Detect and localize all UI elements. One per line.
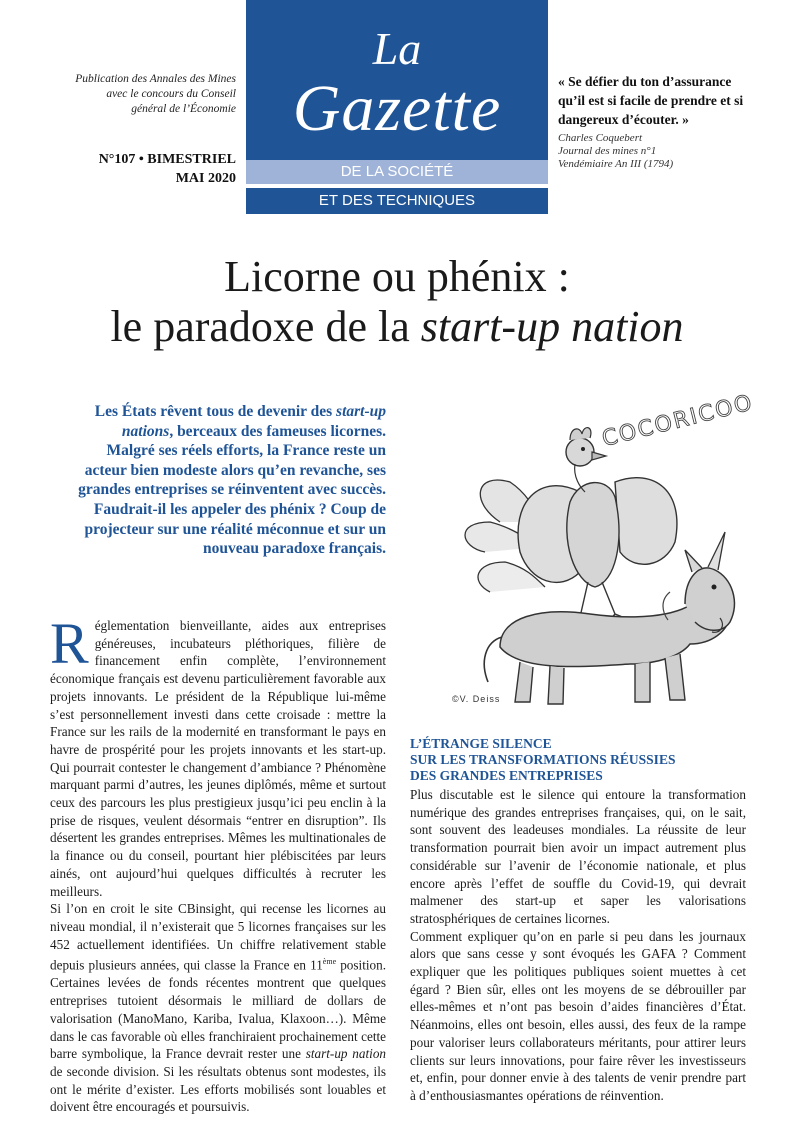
section-heading-line: L’ÉTRANGE SILENCE [410, 736, 552, 751]
intro-lead [70, 402, 386, 559]
masthead-subtitle-2: ET DES TECHNIQUES [246, 188, 548, 214]
paragraph-text: de seconde division. Si les résultats obtenus sont modestes, ils ont le mérite d’exister. Les efforts mobilisés sont louables et doivent être encouragés et poursuivis. [50, 1063, 386, 1115]
page-title [0, 252, 794, 352]
issue-date: MAI 2020 [175, 171, 236, 186]
publication-info [40, 72, 236, 117]
section-heading-line: SUR LES TRANSFORMATIONS RÉUSSIES [410, 752, 676, 767]
paragraph-text: Si l’on en croit le site CBinsight, qui recense les licornes au niveau mondial, il n’existerait que 5 licornes françaises sur les 452 actuellement identifiées. Un chiffre relativement stable depuis plusieurs années, qui classe la France en 11 [50, 901, 386, 973]
article-paragraph: Comment expliquer qu’on en parle si peu dans les journaux alors que sans cesse y sont évoqués les GAFA ? Comment expliquer que les politiques publiques soient muettes à cet égard ? Bien sûr, elles ont les moyens de se débrouiller par elles-mêmes et n’ont pas besoin d’aides financières d’État. Néanmoins, elles ont besoin, elles aussi, des feux de la rampe pour valoriser leurs collaborateurs méritants, pour attirer leurs clients sur leurs innovations, pour faire rêver les investisseurs et, enfin, pour donner envie à des talents de venir prendre part à d’enthousiasmantes opérations de réinvention. [410, 928, 746, 1103]
masthead-la: La [372, 23, 422, 74]
section-heading-line: DES GRANDES ENTREPRISES [410, 768, 603, 783]
illustration-credit: ©V. Deiss [452, 694, 501, 704]
paragraph-text: églementation bienveillante, aides aux entreprises généreuses, incubateurs pléthoriques, filière de financement enfin complète, l’environnement économique français est devenu particulièrement favorable aux projets innovants. Le président de la République lui-même s’est personnellement investi dans cette croisade : mettre la France sur les rails de la modernité en transformant le pays en havre de prospérité pour les projets innovants et les start-up. Qui pourrait contester le changement d’ambiance ? Phénomène marquant parmi d’autres, les jeunes diplômés, même et surtout ceux des parcours les plus prestigieux jusqu’ici peu enclin à la prise de risques, veulent désormais “entrer en disruption”. Ils désertent les grandes entreprises. Mêmes les multinationales de la finance ou du conseil, pourtant hier plébiscitées par leurs ainés, ont aujourd’hui quelques difficultés à recruter les meilleurs. [50, 618, 386, 899]
article-left-column [50, 611, 387, 1116]
section-heading [410, 736, 746, 784]
paragraph-text: position. Certaines levées de fonds récentes montrent que quelques entreprises tutoient désormais le milliard de dollars de valorisation (ManoMano, Kariba, Ivalua, Klaxoon…). Même dans le cas favorable où elles franchiraient prochainement cette barre symbolique, la France devrait rester une [50, 957, 387, 1062]
illustration-speech: COCORICOO [599, 390, 757, 453]
intro-part-2: , berceaux des fameuses licornes. Malgré ses réels efforts, la France reste un acteur bien modeste alors qu’en revanche, ses grandes entreprises se réinventent avec succès. Faudrait-il les appeler des phénix ? Coup de projecteur sur une réalité méconnue et sur un nouveau paradoxe français. [78, 422, 386, 558]
paragraph-italic: start-up nation [305, 1046, 387, 1062]
article-paragraph: Plus discutable est le silence qui entoure la transformation numérique des grandes entreprises françaises, qui, on le sait, sont souvent des leadeuses mondiales. La réussite de leur transformation pourrait bien avoir un impact autrement plus considérable sur l’avenir de l’économie nationale, et plus encore après l’effet de souffle du Covid-19, qui devrait malmener des start-up et saper les valorisations stratosphériques de certaines licornes. [410, 787, 746, 926]
masthead [246, 0, 548, 160]
publication-line: général de l’Économie [131, 103, 236, 115]
masthead-subtitle-1: DE LA SOCIÉTÉ [246, 160, 548, 184]
intro-italic: start-up nations [121, 403, 386, 440]
article-right-column [410, 786, 746, 1105]
epigraph-date: Vendémiaire An III (1794) [558, 158, 674, 170]
publication-line: avec le concours du Conseil [106, 88, 236, 100]
issue-number: N°107 • BIMESTRIEL [98, 152, 236, 167]
epigraph-source: Journal des mines n°1 [558, 145, 657, 157]
title-line-1: Licorne ou phénix : [224, 252, 570, 301]
epigraph-author: Charles Coquebert [558, 132, 643, 144]
superscript: ème [322, 957, 337, 967]
article-paragraph [50, 611, 386, 900]
masthead-gazette: Gazette [292, 72, 502, 145]
intro-part-1: Les États rêvent tous de devenir des [94, 403, 337, 420]
epigraph-attribution [558, 132, 758, 171]
epigraph-quote: « Se défier du ton d’assurance qu’il est si facile de prendre et si dangereux d’écouter. » [558, 74, 744, 127]
title-line-2-prefix: le paradoxe de la [110, 302, 421, 351]
article-paragraph [50, 900, 386, 1116]
title-line-2 [0, 302, 794, 352]
rooster-unicorn-illustration [430, 382, 760, 712]
drop-cap: R [50, 611, 89, 676]
publication-line: Publication des Annales des Mines [75, 73, 236, 85]
issue-info [40, 150, 236, 188]
title-line-2-italic: start-up nation [420, 302, 684, 351]
